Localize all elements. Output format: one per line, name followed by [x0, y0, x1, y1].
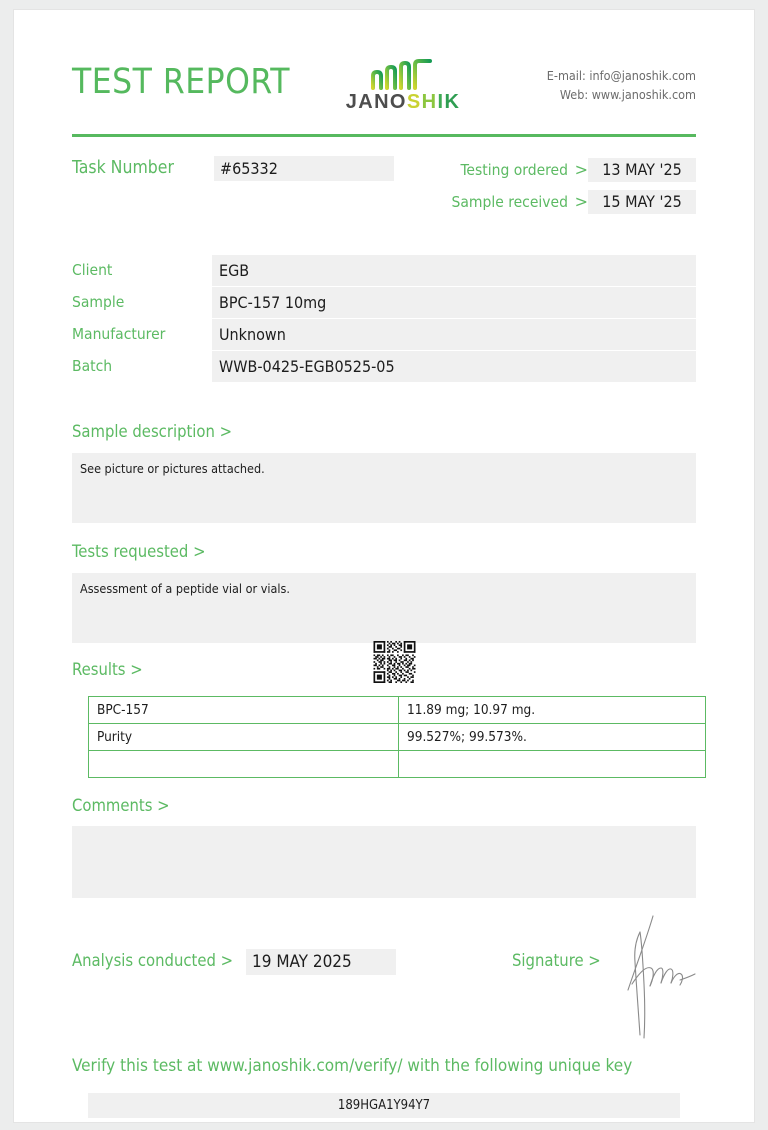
info-row-sample — [72, 287, 696, 318]
info-row-batch — [72, 351, 696, 382]
info-row-manufacturer — [72, 319, 696, 350]
report-page — [14, 10, 754, 1122]
info-value-sample: BPC-157 10mg — [212, 287, 696, 318]
table-row — [89, 697, 706, 724]
sample-description-box — [72, 453, 696, 523]
page-title: TEST REPORT — [72, 62, 290, 102]
tests-requested-text: Assessment of a peptide vial or vials. — [80, 581, 290, 596]
qr-code — [366, 641, 423, 683]
results-analyte-name: BPC-157 — [89, 697, 399, 724]
contact-info — [547, 66, 696, 105]
sample-received-label: Sample received — [451, 193, 568, 211]
sample-received-chevron: > — [574, 192, 588, 211]
task-number-value: #65332 — [214, 156, 394, 181]
analysis-conducted-value: 19 MAY 2025 — [246, 949, 396, 975]
info-label-sample: Sample — [72, 293, 125, 311]
tests-requested-box — [72, 573, 696, 643]
report-header — [72, 58, 696, 120]
info-value-manufacturer: Unknown — [212, 319, 696, 350]
results-table — [88, 696, 706, 778]
results-purity-value: 99.527%; 99.573%. — [399, 724, 706, 751]
sample-info-table — [72, 255, 696, 383]
verify-unique-key: 189HGA1Y94Y7 — [88, 1093, 680, 1118]
comments-box — [72, 826, 696, 898]
info-label-client: Client — [72, 261, 113, 279]
sample-description-text: See picture or pictures attached. — [80, 461, 265, 476]
table-row — [89, 751, 706, 778]
janoshik-logo — [340, 58, 466, 112]
signature-label: Signature > — [512, 951, 601, 970]
logo-word-jano: JANO — [345, 91, 407, 113]
results-empty-value — [399, 751, 706, 778]
info-value-batch: WWB-0425-EGB0525-05 — [212, 351, 696, 382]
bar-chart-logo-icon — [368, 58, 438, 90]
task-number-label: Task Number — [72, 158, 174, 178]
logo-wordmark — [340, 92, 466, 112]
logo-word-h: H — [421, 91, 438, 113]
signature-image — [606, 910, 716, 1045]
analysis-conducted-label: Analysis conducted > — [72, 951, 234, 970]
contact-web: Web: www.janoshik.com — [559, 87, 696, 103]
info-row-client — [72, 255, 696, 286]
logo-word-s: S — [406, 91, 422, 113]
info-label-batch: Batch — [72, 357, 113, 375]
info-value-client: EGB — [212, 255, 696, 286]
contact-email: E-mail: info@janoshik.com — [546, 68, 696, 83]
comments-title: Comments > — [72, 796, 170, 815]
testing-ordered-value: 13 MAY '25 — [588, 158, 696, 182]
info-label-manufacturer: Manufacturer — [72, 325, 166, 343]
results-analyte-value: 11.89 mg; 10.97 mg. — [399, 697, 706, 724]
logo-word-i: I — [437, 91, 445, 113]
header-divider — [72, 134, 696, 137]
logo-word-k: K — [444, 91, 461, 113]
results-purity-name: Purity — [89, 724, 399, 751]
results-empty-name — [89, 751, 399, 778]
testing-ordered-label: Testing ordered — [460, 161, 568, 179]
results-title: Results > — [72, 660, 143, 679]
sample-description-title: Sample description > — [72, 422, 233, 441]
sample-received-value: 15 MAY '25 — [588, 190, 696, 214]
table-row — [89, 724, 706, 751]
testing-ordered-chevron: > — [574, 160, 588, 179]
tests-requested-title: Tests requested > — [72, 542, 206, 561]
verify-instruction: Verify this test at www.janoshik.com/verify/ with the following unique key — [72, 1056, 633, 1076]
